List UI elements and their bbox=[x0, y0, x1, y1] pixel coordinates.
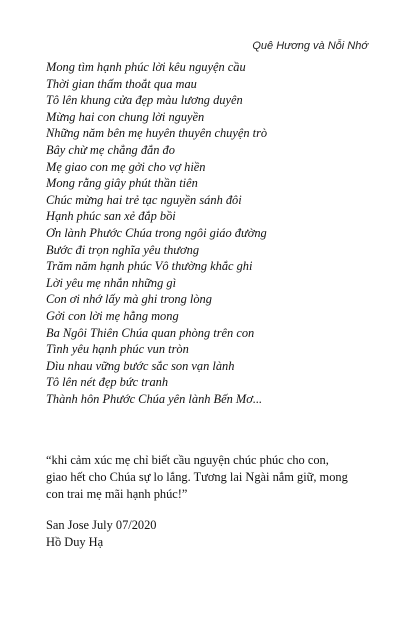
closing-quote-line: “khi cảm xúc mẹ chỉ biết cầu nguyện chúc phúc cho con, bbox=[46, 453, 329, 467]
poem-line: Thành hôn Phước Chúa yên lành Bến Mơ... bbox=[46, 391, 263, 406]
poem-line: Gởi con lời mẹ hằng mong bbox=[46, 308, 179, 323]
poem-line: Trăm năm hạnh phúc Vô thường khắc ghi bbox=[46, 259, 253, 274]
poem-line: Dìu nhau vững bước sắc son vạn lành bbox=[46, 358, 235, 373]
poem-stanza bbox=[46, 59, 267, 407]
signature-block bbox=[46, 517, 157, 551]
poem-line: Tô lên khung cửa đẹp màu lương duyên bbox=[46, 93, 243, 108]
poem-line: Lời yêu mẹ nhắn những gì bbox=[46, 275, 177, 290]
author-name: Hồ Duy Hạ bbox=[46, 534, 104, 549]
poem-line: Bây chừ mẹ chẳng đắn đo bbox=[46, 142, 175, 157]
poem-line: Mẹ giao con mẹ gởi cho vợ hiền bbox=[46, 159, 206, 174]
place-date: San Jose July 07/2020 bbox=[46, 518, 157, 532]
poem-line: Mong tìm hạnh phúc lời kêu nguyện cầu bbox=[46, 60, 246, 74]
poem-line: Con ơi nhớ lấy mà ghi trong lòng bbox=[46, 292, 212, 307]
poem-line: Mong rằng giây phút thần tiên bbox=[46, 176, 198, 191]
running-header-title: Quê Hương và Nỗi Nhớ bbox=[252, 40, 368, 52]
poem-line: Tình yêu hạnh phúc vun tròn bbox=[46, 342, 189, 357]
poem-line: Ơn lành Phước Chúa trong ngôi giáo đường bbox=[46, 225, 267, 240]
closing-quote-line: giao hết cho Chúa sự lo lắng. Tương lai Ngài nắm giữ, mong bbox=[46, 469, 348, 484]
closing-quote-line: con trai mẹ mãi hạnh phúc!” bbox=[46, 486, 188, 501]
poem-line: Chúc mừng hai trẻ tạc nguyền sánh đôi bbox=[46, 192, 242, 207]
poem-line: Hạnh phúc san xẻ đắp bồi bbox=[46, 209, 176, 224]
closing-quote bbox=[46, 452, 376, 502]
poem-line: Ba Ngôi Thiên Chúa quan phòng trên con bbox=[46, 325, 255, 340]
poem-line: Thời gian thấm thoắt qua mau bbox=[46, 76, 197, 91]
poem-line: Những năm bên mẹ huyên thuyên chuyện trò bbox=[46, 126, 268, 141]
poem-line: Tô lên nét đẹp bức tranh bbox=[46, 375, 169, 390]
poem-line: Bước đi trọn nghĩa yêu thương bbox=[46, 242, 200, 257]
poem-line: Mừng hai con chung lời nguyền bbox=[46, 109, 205, 124]
